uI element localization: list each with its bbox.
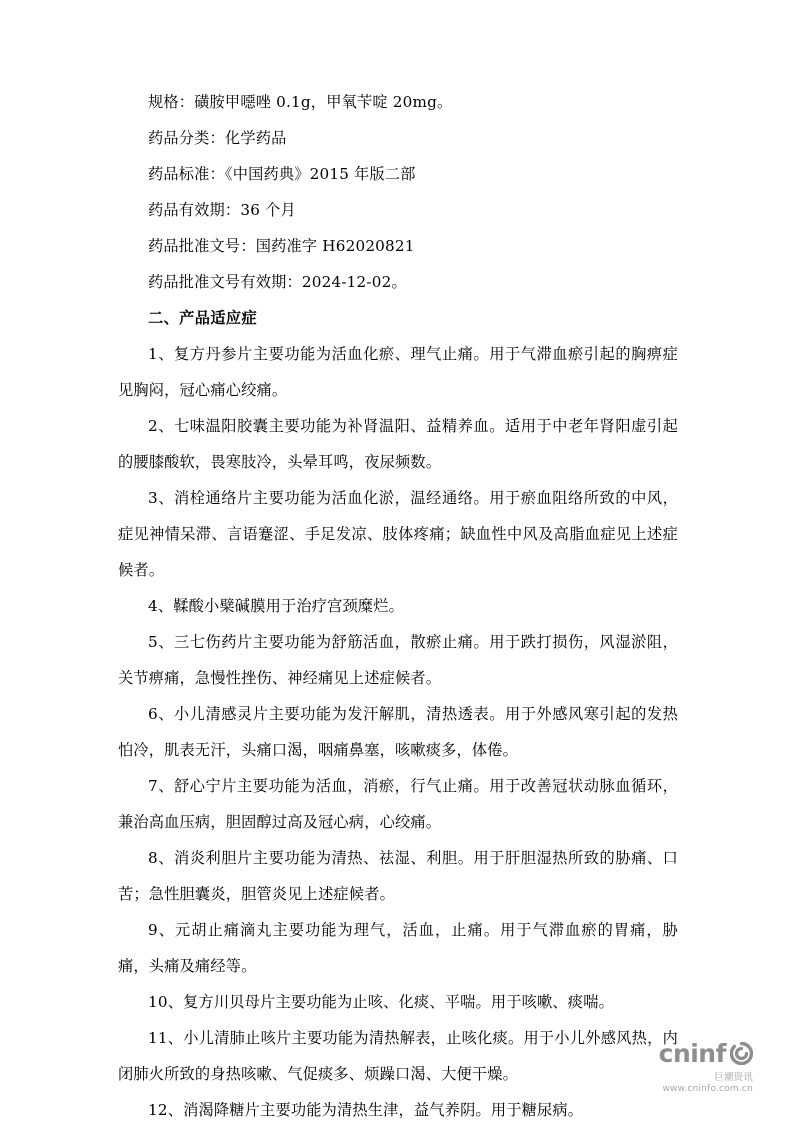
cninfo-logo <box>603 1041 753 1066</box>
site-url: www.cninfo.com.cn <box>662 1084 753 1094</box>
list-item: 4、鞣酸小檗碱膜用于治疗宫颈糜烂。 <box>148 597 405 615</box>
document-body <box>118 84 678 1128</box>
cninfo-swirl-icon <box>730 1042 753 1065</box>
list-item: 12、消渴降糖片主要功能为清热生津，益气养阴。用于糖尿病。 <box>148 1101 584 1119</box>
list-item: 3、消栓通络片主要功能为活血化淤，温经通络。用于瘀血阻络所致的中风，症见神情呆滞、言语蹇涩、手足发凉、肢体疼痛；缺血性中风及高脂血症见上述症候者。 <box>118 489 678 579</box>
spec-line-3: 药品有效期：36 个月 <box>148 201 296 219</box>
list-item: 11、小儿清肺止咳片主要功能为清热解表，止咳化痰。用于小儿外感风热，内闭肺火所致的身热咳嗽、气促痰多、烦躁口渴、大便干燥。 <box>118 1029 678 1083</box>
list-item: 8、消炎利胆片主要功能为清热、祛湿、利胆。用于肝胆湿热所致的胁痛、口苦；急性胆囊炎，胆管炎见上述症候者。 <box>118 849 678 903</box>
cninfo-wordmark: cninf <box>658 1039 726 1068</box>
spec-line-2: 药品标准：《中国药典》2015 年版二部 <box>148 165 416 183</box>
spec-line-1: 药品分类：化学药品 <box>148 129 287 147</box>
list-item: 7、舒心宁片主要功能为活血，消瘀，行气止痛。用于改善冠状动脉血循环，兼治高血压病，胆固醇过高及冠心病，心绞痛。 <box>118 777 678 831</box>
list-item: 1、复方丹参片主要功能为活血化瘀、理气止痛。用于气滞血瘀引起的胸痹症见胸闷，冠心痛心绞痛。 <box>118 345 678 399</box>
section-heading: 二、产品适应症 <box>148 309 258 327</box>
site-name: 巨潮资讯 <box>714 1072 753 1083</box>
list-item: 6、小儿清感灵片主要功能为发汗解肌，清热透表。用于外感风寒引起的发热怕冷，肌表无汗，头痛口渴，咽痛鼻塞，咳嗽痰多，体倦。 <box>118 705 678 759</box>
list-item: 9、元胡止痛滴丸主要功能为理气，活血，止痛。用于气滞血瘀的胃痛，胁痛，头痛及痛经等。 <box>118 921 678 975</box>
list-item: 5、三七伤药片主要功能为舒筋活血，散瘀止痛。用于跌打损伤，风湿淤阻，关节痹痛，急慢性挫伤、神经痛见上述症候者。 <box>118 633 678 687</box>
footer-watermark <box>603 1041 753 1094</box>
list-item: 10、复方川贝母片主要功能为止咳、化痰、平喘。用于咳嗽、痰喘。 <box>148 993 614 1011</box>
spec-line-4: 药品批准文号：国药准字 H62020821 <box>148 237 415 255</box>
spec-line-5: 药品批准文号有效期：2024-12-02。 <box>148 273 407 291</box>
spec-line-0: 规格：磺胺甲噁唑 0.1g，甲氧苄啶 20mg。 <box>148 93 453 111</box>
list-item: 2、七味温阳胶囊主要功能为补肾温阳、益精养血。适用于中老年肾阳虚引起的腰膝酸软，畏寒肢冷，头晕耳鸣，夜尿频数。 <box>118 417 678 471</box>
